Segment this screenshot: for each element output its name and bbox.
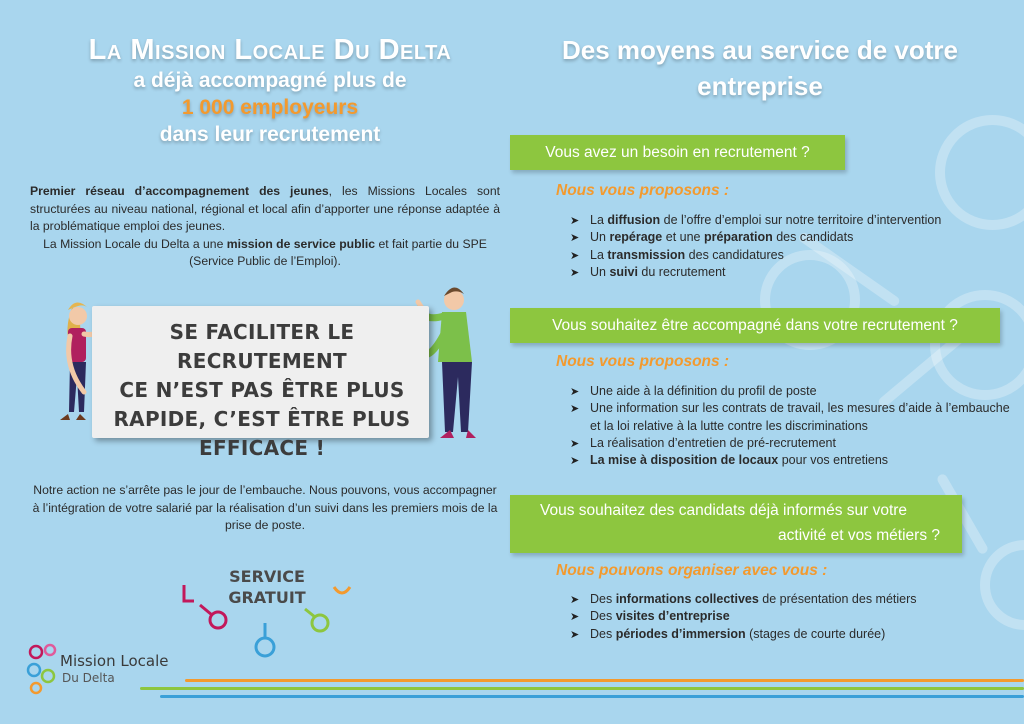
quote-line-4: EFFICACE ! [198,436,325,460]
section2-list [570,383,1010,469]
intro-p2-end: et fait partie du SPE (Service Public de l’Emploi). [189,236,487,268]
left-title-block [10,32,530,148]
banner3-line-1: Vous souhaitez des candidats déjà informés sur votre [540,502,908,519]
headline-line-2: a déjà accompagné plus de [133,69,407,92]
list-item: ➤ La mise à disposition de locaux pour vos entretiens [570,452,1010,469]
banner-recruitment-need: Vous avez un besoin en recrutement ? [510,135,845,170]
list-item: ➤ Un suivi du recrutement [570,264,1010,281]
logo-icon [24,640,62,700]
list-item: ➤ Des informations collectives de présentation des métiers [570,591,1010,608]
banner-recruitment-support: Vous souhaitez être accompagné dans votre recrutement ? [510,308,1000,343]
right-title-line-1: Des moyens au service de votre [562,35,958,65]
free-service-line-1: SERVICE [229,567,305,586]
section3-list [570,591,1010,643]
section3-subheading: Nous pouvons organiser avec vous : [556,562,828,579]
footer-line-green [140,687,1024,690]
right-title-block [510,32,1010,104]
section1-subheading: Nous vous proposons : [556,182,730,199]
section2-subheading: Nous vous proposons : [556,353,730,370]
logo-sub: Du Delta [62,671,115,685]
right-title-line-2: entreprise [697,71,823,101]
free-service-label [212,566,322,608]
section1-list [570,212,1010,281]
quote-line-3: RAPIDE, C’EST ÊTRE PLUS [113,407,411,431]
intro-p2-start: La Mission Locale du Delta a une [43,236,227,251]
logo-name: Mission Locale [60,652,169,670]
list-item: ➤ La diffusion de l’offre d’emploi sur notre territoire d’intervention [570,212,1010,229]
intro-p2-bold: mission de service public [226,236,376,251]
headline-line-4: dans leur recrutement [159,123,381,146]
quote-line-2: CE N’EST PAS ÊTRE PLUS [119,378,405,402]
footer-line-orange [185,679,1024,682]
list-item: ➤ Des périodes d’immersion (stages de courte durée) [570,626,1010,643]
organization-title: La Mission Locale Du Delta [88,34,452,66]
logo-text [60,653,168,687]
list-item: ➤ Une aide à la définition du profil de poste [570,383,1010,400]
quote-line-1: SE FACILITER LE RECRUTEMENT [169,320,355,373]
footer-line-blue [160,695,1024,698]
list-item: ➤ Une information sur les contrats de travail, les mesures d’aide à l’embauche et la loi relative à la lutte contre les discriminations [570,400,1010,435]
list-item: ➤ La transmission des candidatures [570,247,1010,264]
headline-highlight: 1 000 employeurs [181,96,359,119]
list-item: ➤ Des visites d’entreprise [570,608,1010,625]
quote-board-text [100,318,424,463]
list-item: ➤ Un repérage et une préparation des candidats [570,229,1010,246]
free-service-line-2: GRATUIT [228,588,306,607]
intro-rest: , les Missions Locales sont structurées au niveau national, régional et local afin d’apporter une réponse adaptée à la problématique emploi des jeunes. [30,184,500,233]
intro-bold: Premier réseau d’accompagnement des jeunes [30,184,329,198]
intro-text [30,183,500,271]
banner-informed-candidates [510,495,962,553]
banner3-line-2: activité et vos métiers ? [778,527,940,544]
outro-text: Notre action ne s’arrête pas le jour de l’embauche. Nous pouvons, vous accompagner à l’intégration de votre salarié par la réalisation d’un suivi dans les premiers mois de la prise de poste. [32,483,498,532]
list-item: ➤ La réalisation d’entretien de pré-recrutement [570,435,1010,452]
